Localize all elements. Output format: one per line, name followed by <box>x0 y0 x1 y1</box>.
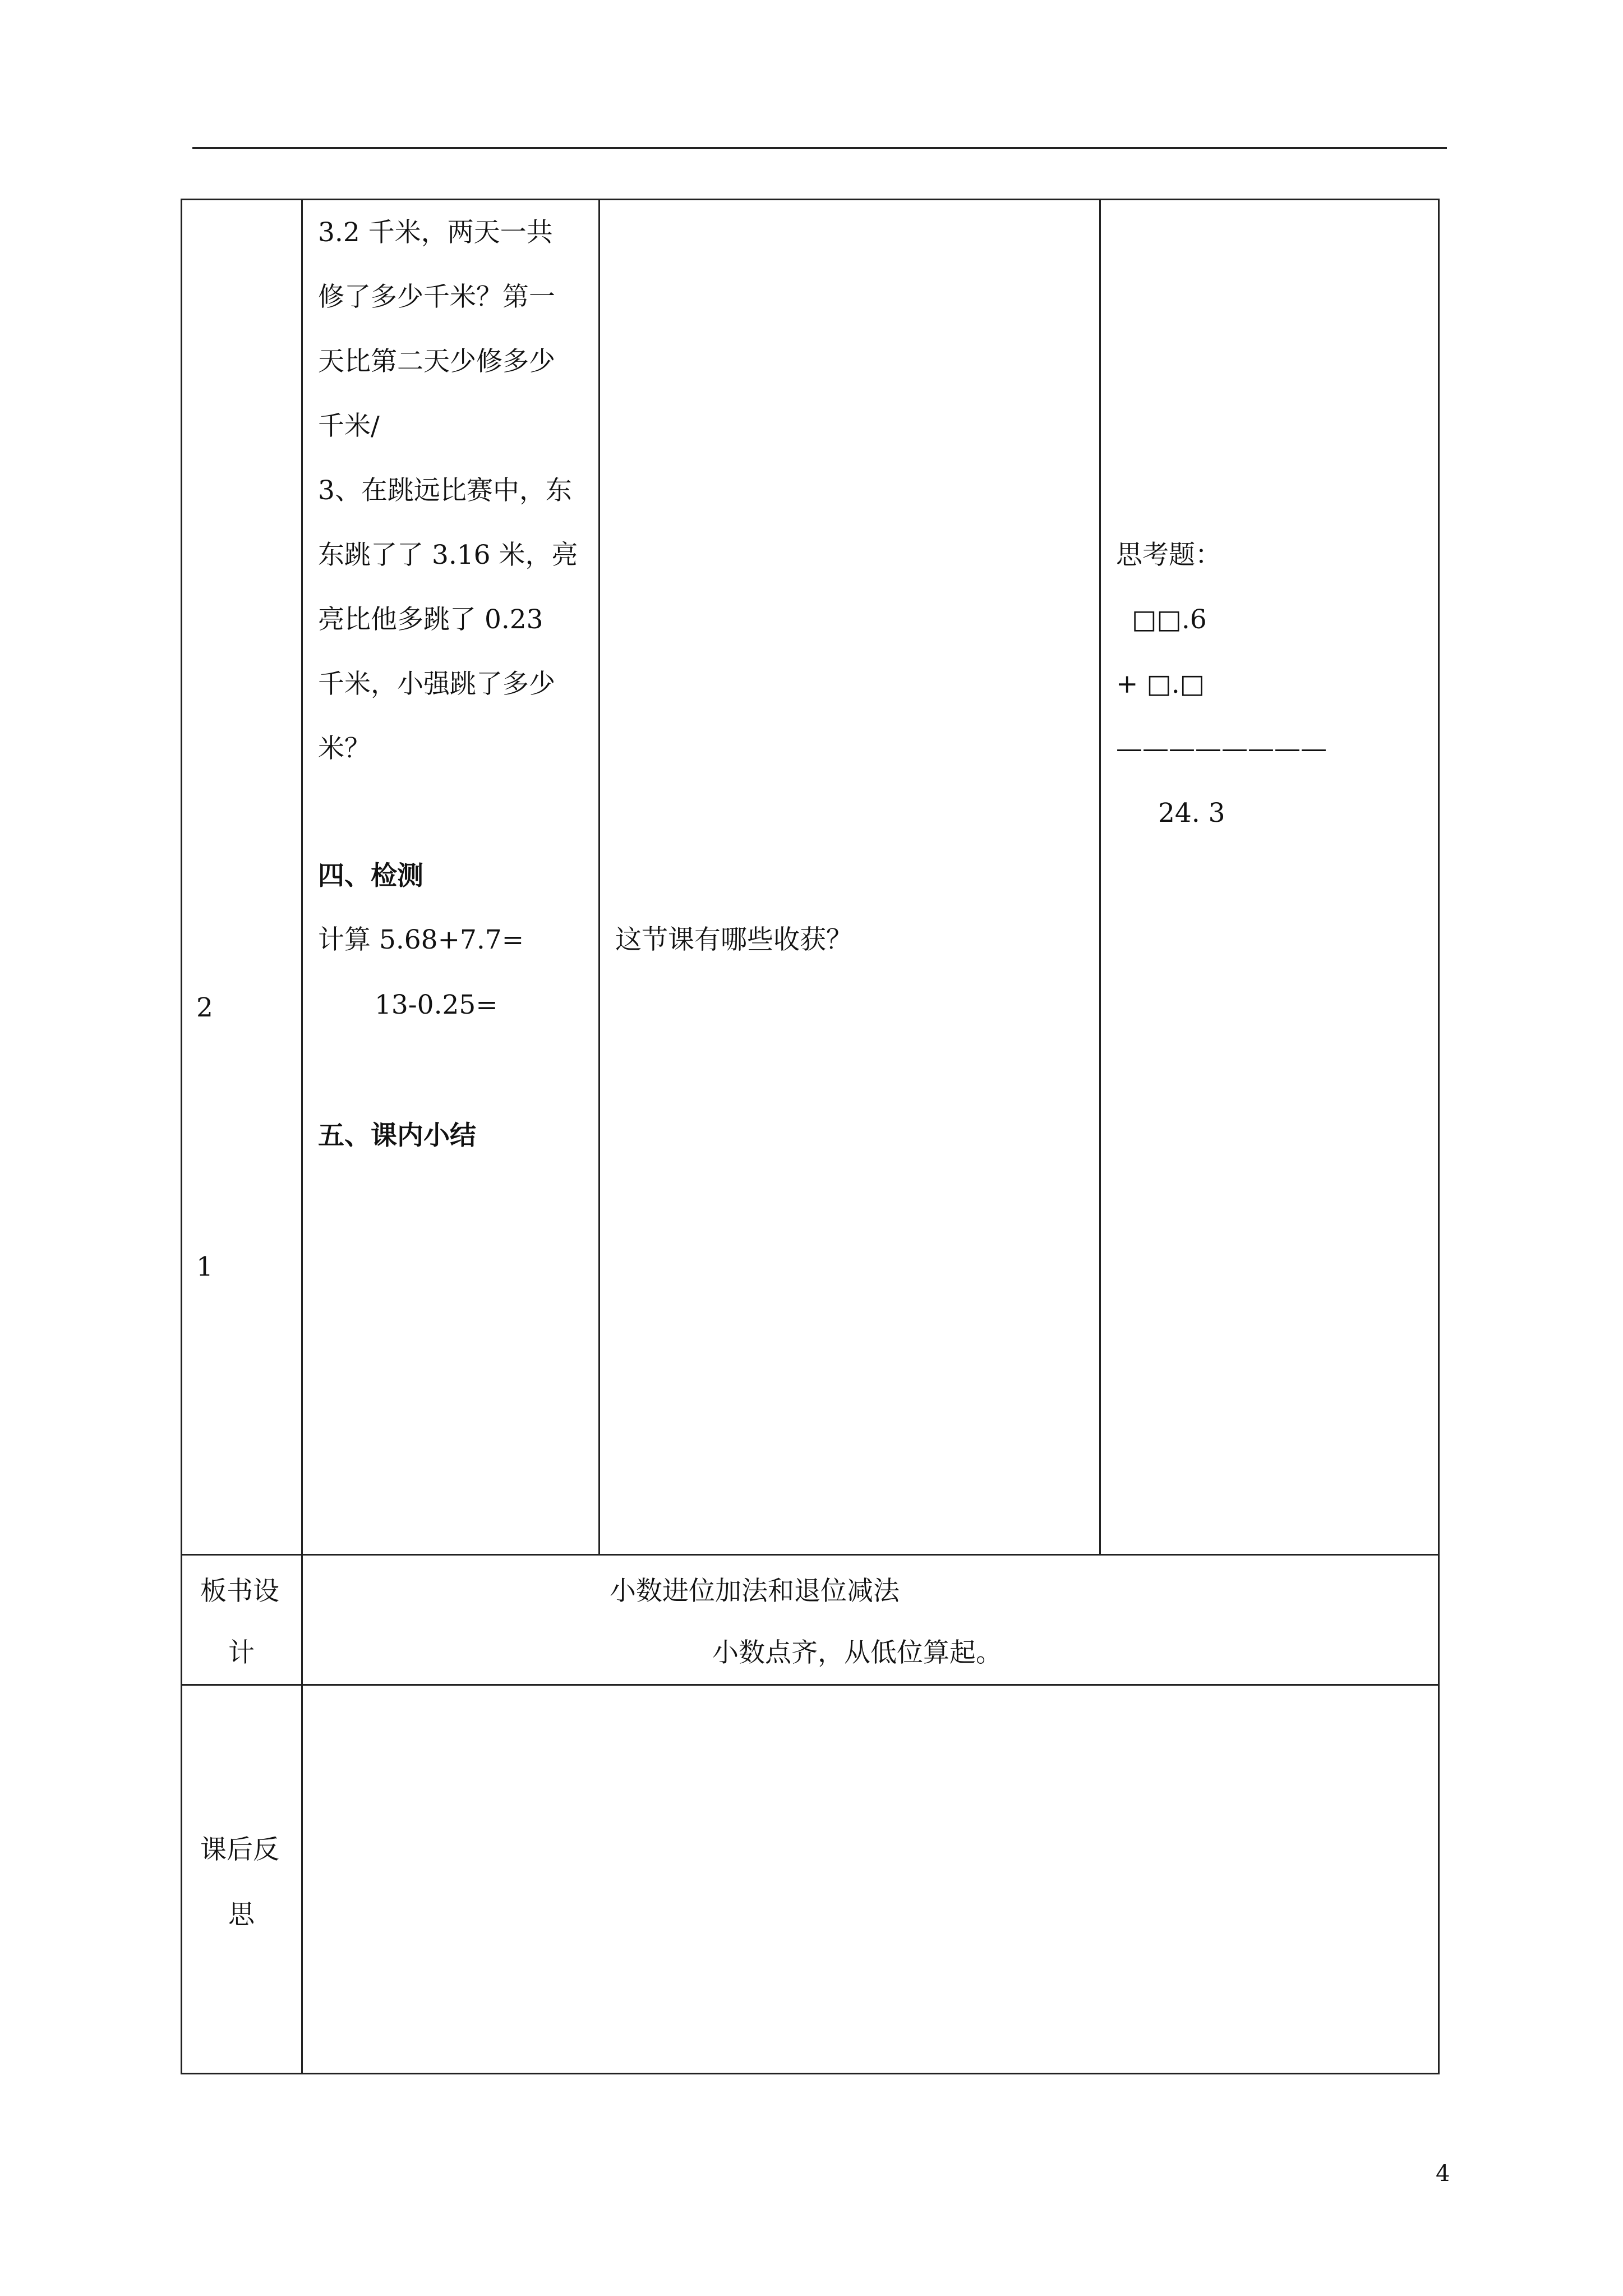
lesson-line: 米？ <box>318 733 371 764</box>
column-divider <box>598 199 600 1555</box>
thinking-problem-title: 思考题： <box>1116 540 1221 570</box>
lesson-line: 天比第二天少修多少 <box>318 346 555 377</box>
column-divider <box>301 199 303 2074</box>
board-title: 小数进位加法和退位减法 <box>610 1576 900 1607</box>
reflection-label: 课后反 <box>200 1834 279 1865</box>
page-number: 4 <box>1436 2161 1450 2187</box>
lesson-line: 亮比他多跳了 0.23 <box>318 604 543 635</box>
board-subtitle: 小数点齐，从低位算起。 <box>712 1637 1002 1668</box>
puzzle-result: 24. 3 <box>1158 798 1225 829</box>
lesson-line: 3、在跳远比赛中，东 <box>318 475 572 506</box>
board-design-label: 计 <box>228 1637 255 1668</box>
puzzle-line-1: □□.6 <box>1132 604 1207 635</box>
section-heading-summary: 五、课内小结 <box>318 1120 476 1151</box>
column-divider <box>1099 199 1101 1555</box>
board-design-label: 板书设 <box>200 1576 279 1607</box>
lesson-line: 千米/ <box>318 411 380 441</box>
lesson-line: 修了多少千米？第一 <box>318 282 555 312</box>
lesson-line: 千米，小强跳了多少 <box>318 669 555 700</box>
lesson-line: 3.2 千米，两天一共 <box>318 217 553 248</box>
calc-line-1: 计算 5.68+7.7= <box>318 924 524 955</box>
puzzle-line-2: + □.□ <box>1116 669 1205 700</box>
reflection-question: 这节课有哪些收获？ <box>615 924 852 955</box>
calc-line-2: 13-0.25= <box>375 990 498 1020</box>
section-heading-test: 四、检测 <box>318 861 423 891</box>
lesson-line: 东跳了了 3.16 米，亮 <box>318 540 578 570</box>
puzzle-rule: ———————— <box>1116 733 1327 764</box>
step-number-1: 1 <box>196 1251 213 1282</box>
step-number-2: 2 <box>196 992 213 1023</box>
row-divider <box>181 1554 1440 1556</box>
row-divider <box>181 1684 1440 1686</box>
reflection-label: 思 <box>228 1899 255 1930</box>
header-rule <box>192 147 1447 149</box>
